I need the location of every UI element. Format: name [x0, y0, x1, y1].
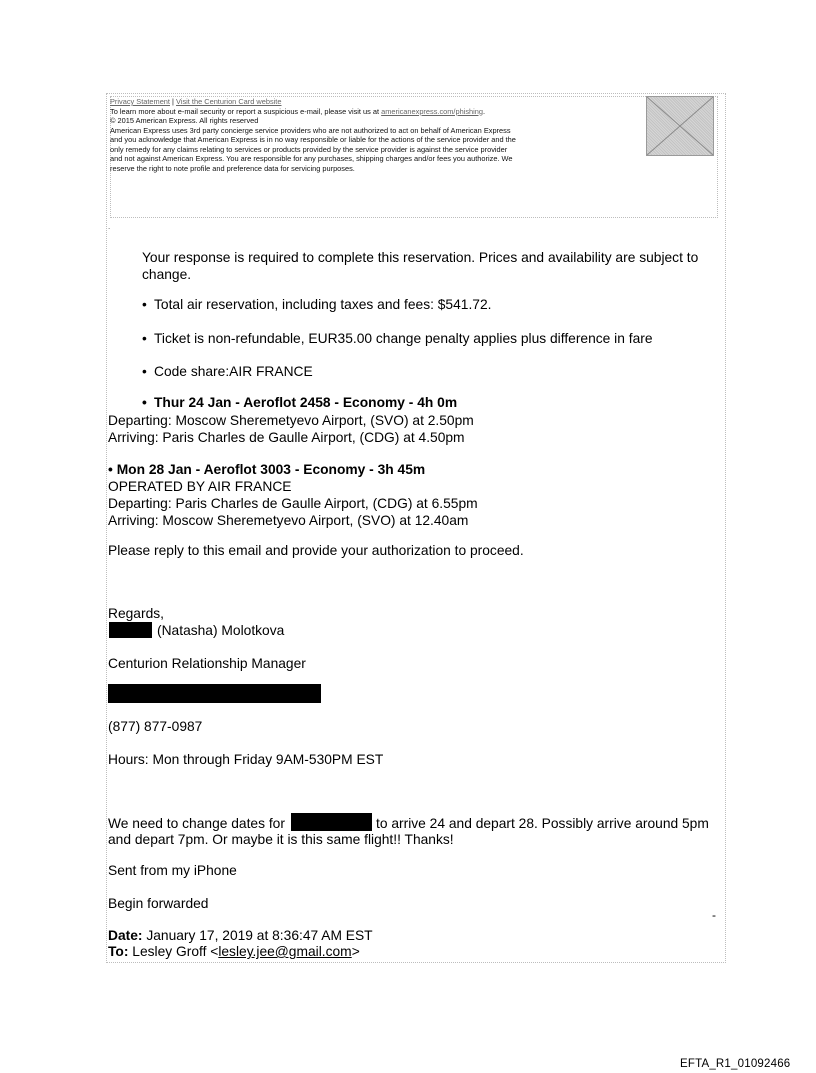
stray-dot: .: [108, 222, 111, 231]
bates-stamp: EFTA_R1_01092466: [680, 1058, 791, 1070]
flight-2-departing: Departing: Paris Charles de Gaulle Airport, (CDG) at 6.55pm: [108, 496, 478, 511]
date-value: January 17, 2019 at 8:36:47 AM EST: [146, 928, 373, 943]
redaction-box: [109, 622, 152, 638]
disclaimer-line: and not against American Express. You are responsible for any purchases, shipping charges and/or fees you authorize. We: [110, 154, 513, 163]
signature-name: (Natasha) Molotkova: [157, 623, 285, 638]
disclaimer-line: only remedy for any claims relating to services or products provided by the service provider is against the service provider: [110, 144, 508, 154]
to-label: To:: [108, 944, 129, 959]
amex-footer: Privacy Statement | Visit the Centurion Card website To learn more about e-mail security or report a suspicious e-mail, please visit us at americanexpress.com/phishing. © 2015 American Express. All rights reserved American Express uses 3rd party concierge service providers who are not authorized to act on behalf of American Express and you acknowledge that American Express is in no way responsible or liable for the actions of the service provider and the only remedy for any claims relating to services or products provided by the service provider is against the service provider and not against American Express. You are responsible for any purchases, shipping charges and/or fees you authorize. We reserve the right to note profile and preference data for servicing purposes.: [110, 97, 645, 173]
copyright: © 2015 American Express. All rights reserved: [110, 116, 259, 125]
intro-line-2: change.: [142, 267, 192, 282]
footer-separator: |: [172, 97, 174, 106]
forward-to: [108, 943, 360, 960]
signature-title: Centurion Relationship Manager: [108, 656, 306, 671]
bullet-total: • Total air reservation, including taxes and fees: $541.72.: [142, 297, 492, 312]
bullet-symbol: •: [142, 331, 147, 346]
bullet-symbol: •: [108, 462, 113, 477]
flight-2-operated: OPERATED BY AIR FRANCE: [108, 479, 292, 494]
bullet-symbol: •: [142, 297, 147, 312]
reply-line-2: and depart 7pm. Or maybe it is this same flight!! Thanks!: [108, 832, 454, 847]
reply-line-1-start: We need to change dates for: [108, 816, 285, 831]
flight-1-departing: Departing: Moscow Sheremetyevo Airport, (SVO) at 2.50pm: [108, 413, 474, 428]
phishing-text: To learn more about e-mail security or report a suspicious e-mail, please visit us at: [110, 106, 380, 116]
flight-2-arriving: Arriving: Moscow Sheremetyevo Airport, (SVO) at 12.40am: [108, 513, 469, 528]
to-close: >: [351, 944, 360, 959]
forward-date: [108, 927, 373, 944]
to-email-link[interactable]: lesley.jee@gmail.com: [218, 944, 352, 959]
privacy-statement-link[interactable]: Privacy Statement: [110, 97, 170, 106]
reply-request: Please reply to this email and provide your authorization to proceed.: [108, 543, 524, 558]
redaction-box: [108, 684, 321, 703]
disclaimer-line: American Express uses 3rd party concierge service providers who are not authorized to act on behalf of American Express: [110, 125, 511, 135]
disclaimer-line: and you acknowledge that American Express is in no way responsible or liable for the actions of the service provider and the: [110, 135, 516, 144]
bullet-symbol: •: [142, 395, 147, 410]
reply-line-1-end: to arrive 24 and depart 28. Possibly arrive around 5pm: [376, 816, 709, 831]
signature-hours: Hours: Mon through Friday 9AM-530PM EST: [108, 752, 384, 767]
flight-1-heading: • Thur 24 Jan - Aeroflot 2458 - Economy - 4h 0m: [142, 395, 458, 410]
phishing-link[interactable]: americanexpress.com/phishing: [381, 106, 483, 116]
sent-from-iphone: Sent from my iPhone: [108, 863, 237, 878]
to-name: Lesley Groff <: [132, 944, 219, 959]
signature-phone: (877) 877-0987: [108, 719, 203, 734]
regards: Regards,: [108, 606, 164, 621]
flight-2-heading: • Mon 28 Jan - Aeroflot 3003 - Economy - 3h 45m: [108, 462, 426, 477]
disclaimer-line: reserve the right to note profile and preference data for servicing purposes.: [110, 163, 355, 173]
broken-image-icon: [647, 97, 713, 155]
bullet-ticket: • Ticket is non-refundable, EUR35.00 change penalty applies plus difference in fare: [142, 331, 653, 346]
intro-line-1: Your response is required to complete this reservation. Prices and availability are subject to: [142, 250, 699, 265]
bullet-symbol: •: [142, 364, 147, 379]
redaction-box: [291, 813, 372, 831]
bullet-codeshare: • Code share:AIR FRANCE: [142, 364, 313, 379]
stray-dash: -: [712, 908, 716, 922]
broken-image-placeholder: [646, 96, 714, 156]
date-label: Date:: [108, 928, 143, 943]
flight-1-arriving: Arriving: Paris Charles de Gaulle Airport, (CDG) at 4.50pm: [108, 430, 465, 445]
centurion-website-link[interactable]: Visit the Centurion Card website: [176, 97, 282, 106]
begin-forwarded: Begin forwarded: [108, 896, 209, 911]
